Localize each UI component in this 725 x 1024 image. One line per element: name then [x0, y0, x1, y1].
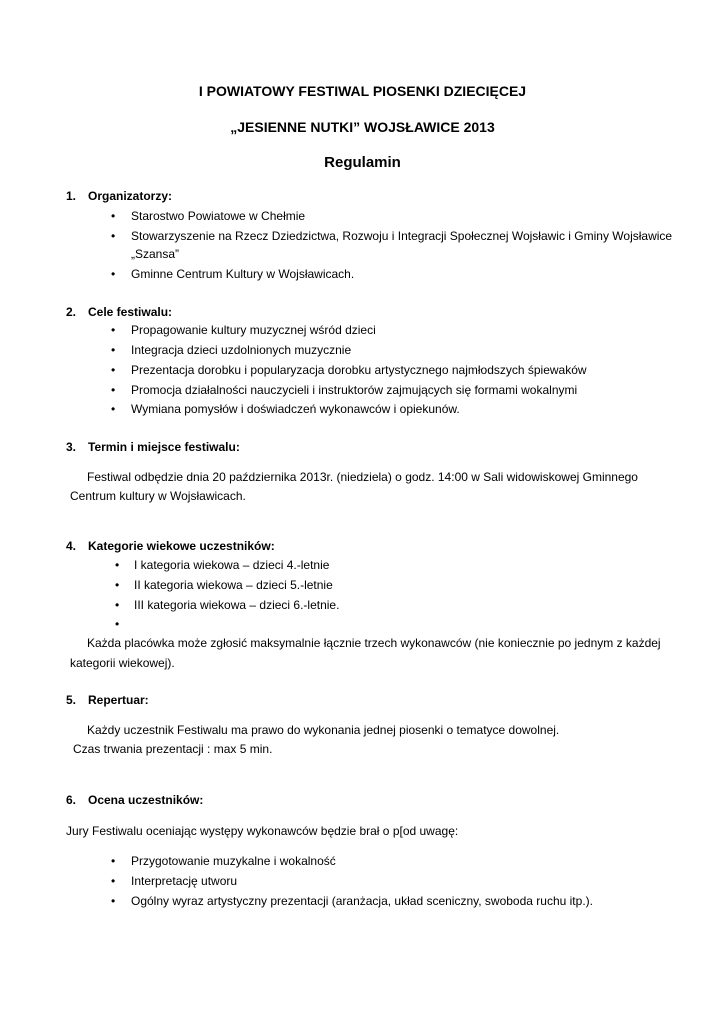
document-subtitle: „JESIENNE NUTKI” WOJSŁAWICE 2013 [230, 119, 495, 135]
bullet-icon: • [111, 267, 116, 281]
paragraph-line: Każda placówka może zgłosić maksymalnie łącznie trzech wykonawców (nie koniecznie po jednym z każdej [87, 636, 661, 650]
list-item: Propagowanie kultury muzycznej wśród dzieci [131, 323, 376, 337]
list-item: Gminne Centrum Kultury w Wojsławicach. [131, 267, 355, 281]
list-item: I kategoria wiekowa – dzieci 4.-letnie [134, 558, 330, 572]
section-4-heading: Kategorie wiekowe uczestników: [88, 539, 275, 553]
list-item: II kategoria wiekowa – dzieci 5.-letnie [134, 578, 333, 592]
paragraph-line: kategorii wiekowej). [70, 656, 175, 670]
bullet-icon: • [115, 617, 120, 631]
section-3-heading: Termin i miejsce festiwalu: [88, 440, 240, 454]
list-item-continuation: „Szansa” [131, 247, 180, 261]
section-5-number: 5. [66, 693, 77, 707]
paragraph-line: Czas trwania prezentacji : max 5 min. [73, 742, 273, 756]
list-item: Stowarzyszenie na Rzecz Dziedzictwa, Rozwoju i Integracji Społecznej Wojsławic i Gminy Wojsławice [131, 229, 673, 243]
list-item: Interpretację utworu [131, 874, 238, 888]
bullet-icon: • [111, 383, 116, 397]
paragraph-line: Centrum kultury w Wojsławicach. [70, 489, 246, 503]
list-item: Przygotowanie muzykalne i wokalność [131, 854, 336, 868]
document-title: I POWIATOWY FESTIWAL PIOSENKI DZIECIĘCEJ [198, 83, 527, 99]
bullet-icon: • [111, 209, 116, 223]
bullet-icon: • [111, 343, 116, 357]
section-1-number: 1. [66, 189, 77, 203]
bullet-icon: • [111, 894, 116, 908]
bullet-icon: • [111, 402, 116, 416]
paragraph-line: Festiwal odbędzie dnia 20 października 2013r. (niedziela) o godz. 14:00 w Sali widowiskowej Gminnego [87, 470, 638, 484]
bullet-icon: • [115, 578, 120, 592]
section-6-heading: Ocena uczestników: [88, 793, 204, 807]
bullet-icon: • [111, 229, 116, 243]
section-1-heading: Organizatorzy: [88, 189, 173, 203]
bullet-icon: • [115, 558, 120, 572]
list-item: III kategoria wiekowa – dzieci 6.-letnie. [134, 598, 340, 612]
bullet-icon: • [111, 874, 116, 888]
section-3-number: 3. [66, 440, 77, 454]
section-2-number: 2. [66, 305, 77, 319]
list-item: Prezentacja dorobku i popularyzacja dorobku artystycznego najmłodszych śpiewaków [131, 363, 587, 377]
list-item: Integracja dzieci uzdolnionych muzycznie [131, 343, 352, 357]
section-5-heading: Repertuar: [88, 693, 149, 707]
section-2-heading: Cele festiwalu: [88, 305, 173, 319]
list-item: Ogólny wyraz artystyczny prezentacji (aranżacja, układ sceniczny, swoboda ruchu itp.). [131, 894, 593, 908]
section-4-number: 4. [66, 539, 77, 553]
bullet-icon: • [111, 854, 116, 868]
paragraph-line: Jury Festiwalu oceniając występy wykonawców będzie brał o p[od uwagę: [66, 824, 459, 838]
paragraph-line: Każdy uczestnik Festiwalu ma prawo do wykonania jednej piosenki o tematyce dowolnej. [87, 723, 560, 737]
list-item: Promocja działalności nauczycieli i instruktorów zajmujących się formami wokalnymi [131, 383, 578, 397]
section-6-number: 6. [66, 793, 77, 807]
list-item: Wymiana pomysłów i doświadczeń wykonawców i opiekunów. [131, 402, 460, 416]
bullet-icon: • [111, 323, 116, 337]
regulations-heading: Regulamin [324, 154, 401, 171]
list-item: Starostwo Powiatowe w Chełmie [131, 209, 306, 223]
bullet-icon: • [115, 598, 120, 612]
bullet-icon: • [111, 363, 116, 377]
